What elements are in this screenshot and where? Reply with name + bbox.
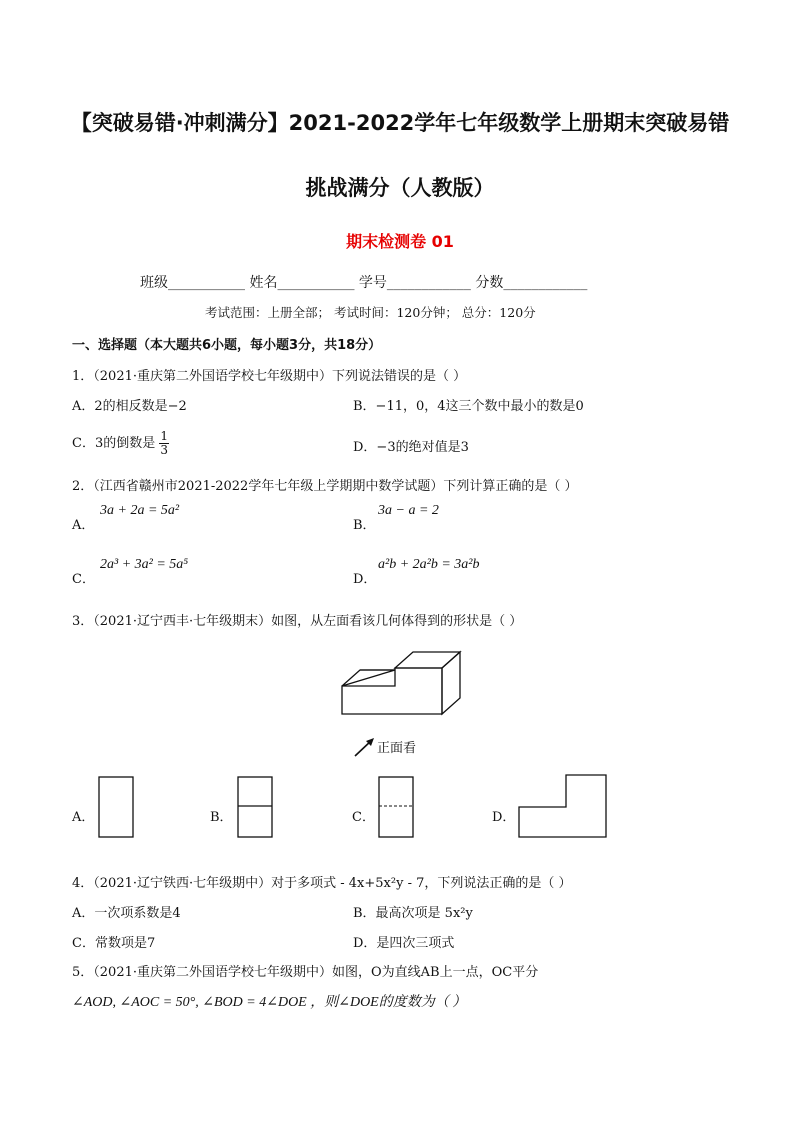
student-info-fields: 班级___________ 姓名___________ 学号____________ 分数____________	[140, 275, 588, 291]
option-c-text: C．3的倒数是	[72, 436, 156, 451]
view-direction-label: 正面看	[377, 741, 417, 756]
question-5-condition: ∠AOD, ∠AOC = 50°, ∠BOD = 4∠DOE ，则∠DOE的度数为（ ）	[72, 995, 467, 1010]
question-2-stem: 2．（江西省赣州市2021-2022学年七年级上学期期中数学试题）下列计算正确的是（ ）	[72, 479, 578, 494]
question-3-option-c-label: C．	[352, 810, 375, 825]
question-1-option-d: D．−3的绝对值是3	[353, 440, 469, 455]
question-2-option-b-label: B．	[353, 518, 376, 533]
question-2-option-c-expr: 2a³ + 3a² = 5a⁵	[100, 557, 189, 572]
exam-subtitle: 期末检测卷 01	[346, 232, 454, 251]
question-2-option-a-label: A．	[72, 518, 95, 533]
question-2-option-d-label: D．	[353, 572, 377, 587]
question-4-option-c: C．常数项是7	[72, 936, 156, 951]
question-3-option-a-label: A．	[72, 810, 95, 825]
document-title-line1: 【突破易错·冲刺满分】2021-2022学年七年级数学上册期末突破易错	[70, 111, 730, 135]
question-3-option-d-label: D．	[492, 810, 516, 825]
option-c-shape	[377, 775, 417, 841]
question-3-option-b-label: B．	[210, 810, 233, 825]
question-5-stem: 5．（2021·重庆第二外国语学校七年级期中）如图，O为直线AB上一点，OC平分	[72, 965, 539, 980]
question-2-option-b-expr: 3a − a = 2	[378, 503, 439, 518]
question-4-option-d: D．是四次三项式	[353, 936, 455, 951]
solid-figure	[330, 640, 470, 720]
view-direction-arrow-icon	[352, 735, 378, 759]
question-4-option-b: B．最高次项是 5x²y	[353, 906, 473, 921]
question-1-option-c	[72, 430, 169, 457]
option-b-shape	[236, 775, 276, 841]
exam-info: 考试范围：上册全部； 考试时间：120分钟； 总分：120分	[205, 305, 536, 320]
question-1-option-b: B．−11，0，4这三个数中最小的数是0	[353, 399, 584, 414]
fraction-one-third: $\frac{1}{3}$	[160, 429, 168, 457]
question-3-stem: 3．（2021·辽宁西丰·七年级期末）如图，从左面看该几何体得到的形状是（ ）	[72, 614, 523, 629]
question-4-option-a: A．一次项系数是4	[72, 906, 181, 921]
section-heading: 一、选择题（本大题共6小题，每小题3分，共18分）	[72, 338, 382, 353]
question-2-option-a-expr: 3a + 2a = 5a²	[100, 503, 180, 518]
option-a-shape	[97, 775, 137, 841]
question-2-option-d-expr: a²b + 2a²b = 3a²b	[378, 557, 480, 572]
document-title-line2: 挑战满分（人教版）	[305, 176, 495, 200]
option-d-shape	[516, 771, 610, 841]
question-1-option-a: A．2的相反数是−2	[72, 399, 187, 414]
question-4-stem: 4．（2021·辽宁铁西·七年级期中）对于多项式 - 4x+5x²y - 7，下列说法正确的是（ ）	[72, 876, 572, 891]
question-1-stem: 1．（2021·重庆第二外国语学校七年级期中）下列说法错误的是（ ）	[72, 369, 467, 384]
question-2-option-c-label: C．	[72, 572, 95, 587]
